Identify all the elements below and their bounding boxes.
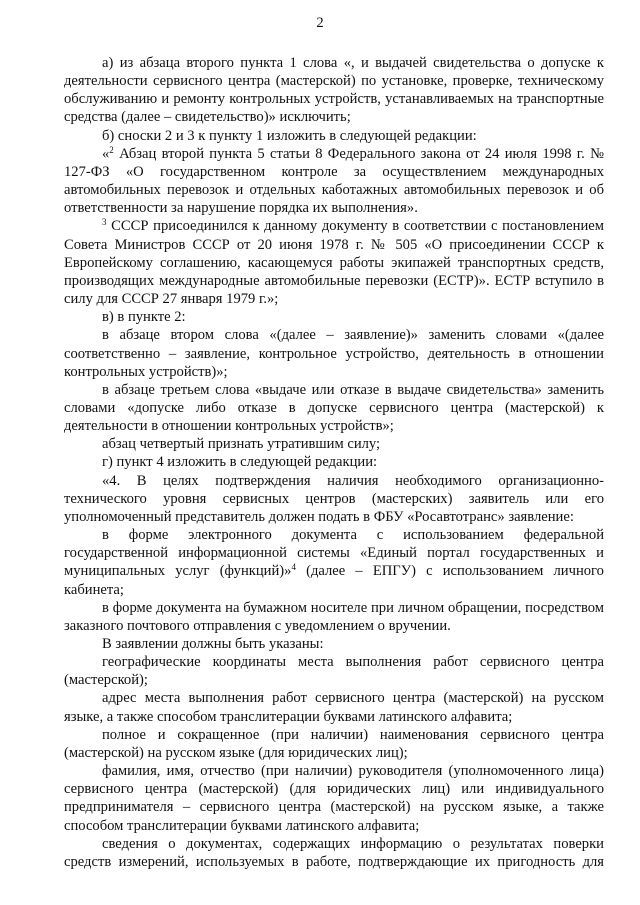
paragraph: в абзаце третьем слова «выдаче или отказе в выдаче свидетельства» заменить словами «допуске либо отказе в допуске сервисного центра (мастерской) к деятельности в отношении контрольных устройств»; — [64, 381, 604, 435]
paragraph: а) из абзаца второго пункта 1 слова «, и выдачей свидетельства о допуске к деятельности сервисного центра (мастерской) по установке, проверке, техническому обслуживанию и ремонту контрольных устройств, устанавливаемых на транспортные средства (далее – свидетельство)» исключить; — [64, 55, 604, 126]
footnote-marker: 2 — [109, 144, 114, 155]
paragraph: адрес места выполнения работ сервисного центра (мастерской) на русском языке, а также способом транслитерации буквами латинского алфавита; — [64, 690, 604, 725]
paragraph: б) сноски 2 и 3 к пункту 1 изложить в следующей редакции: — [102, 127, 477, 144]
paragraph: абзац четвертый признать утратившим силу; — [102, 436, 381, 453]
footnote-2-paragraph: «$^2$ Абзац второй пункта 5 статьи 8 Федерального закона от 24 июля 1998 г. № 127-ФЗ «О государственном контроле за осуществлением международных автомобильных перевозок и отдельных каботажных автомобильных перевозок и об ответственности за нарушение порядка их выполнения». — [64, 144, 604, 217]
paragraph: сведения о документах, содержащих информацию о результатах поверки средств измерений, используемых в работе, подтверждающие их пригодность для — [64, 835, 604, 870]
paragraph: г) пункт 4 изложить в следующей редакции: — [102, 454, 378, 471]
paragraph: в форме электронного документа с использованием федеральной государственной информационной системы «Единый портал государственных и муниципальных услуг (функций)»$^4$ (далее – ЕПГУ) с использованием личного кабинета; — [64, 527, 604, 598]
footnote-marker: 4 — [291, 562, 296, 573]
page-number: 2 — [316, 15, 324, 31]
paragraph: В заявлении должны быть указаны: — [102, 636, 324, 652]
paragraph: в) в пункте 2: — [102, 309, 186, 326]
paragraph: в абзаце втором слова «(далее – заявление)» заменить словами «(далее соответственно – заявление, контрольное устройство, деятельность в отношении контрольных устройств)»; — [64, 327, 604, 380]
footnote-marker: 3 — [102, 217, 107, 228]
paragraph: полное и сокращенное (при наличии) наименования сервисного центра (мастерской) на русском языке (для юридических лиц); — [64, 726, 604, 761]
footnote-3-paragraph: $^3$ СССР присоединился к данному документу в соответствии с постановлением Совета Министров СССР от 20 июня 1978 г. № 505 «О присоединении СССР к Европейскому соглашению, касающемуся работы экипажей транспортных средств, производящих международные автомобильные перевозки (ЕСТР)». ЕСТР вступило в силу для СССР 27 января 1979 г.»; — [64, 217, 604, 308]
paragraph: фамилия, имя, отчество (при наличии) руководителя (уполномоченного лица) сервисного центра (мастерской) (для юридических лиц) или индивидуального предпринимателя – сервисного центра (мастерской) на русском языке, а также способом транслитерации буквами латинского алфавита; — [64, 763, 604, 834]
paragraph: географические координаты места выполнения работ сервисного центра (мастерской); — [64, 654, 604, 689]
paragraph: «4. В целях подтверждения наличия необходимого организационно-технического уровня сервисных центров (мастерских) заявитель или его уполномоченный представитель должен подать в ФБУ «Росавтотранс» заявление: — [64, 472, 604, 525]
document-body — [64, 54, 604, 871]
paragraph: в форме документа на бумажном носителе при личном обращении, посредством заказного почтового отправления с уведомлением о вручении. — [64, 599, 604, 634]
